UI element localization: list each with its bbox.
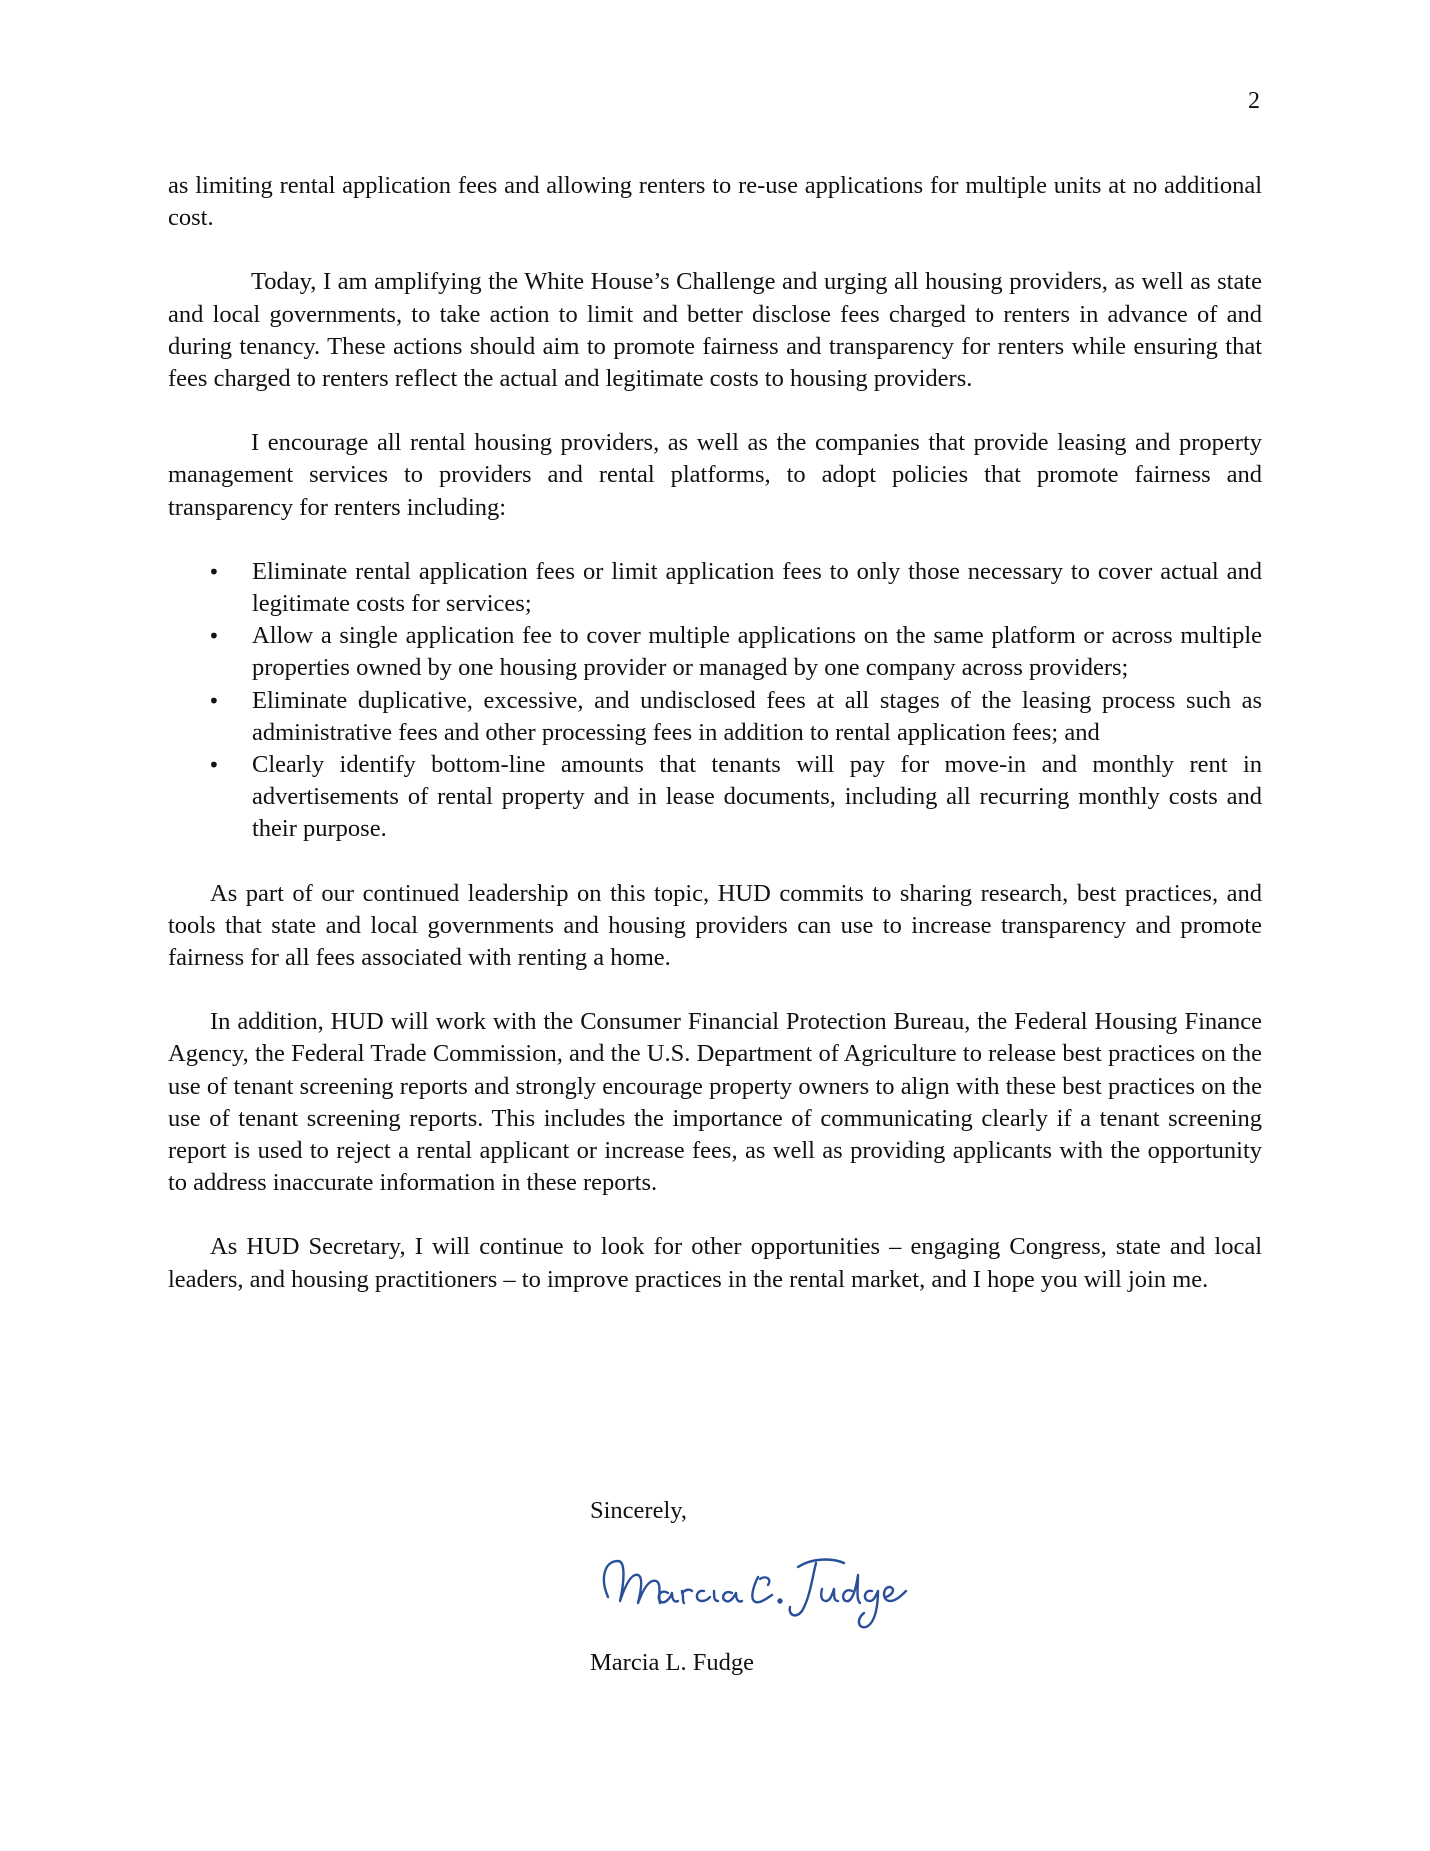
bullet-icon: • <box>208 753 220 778</box>
letter-body <box>168 170 1262 1328</box>
policy-bullet-list <box>168 556 1262 846</box>
paragraph-closing-remarks: As HUD Secretary, I will continue to look for other opportunities – engaging Congress, state and local leaders, and housing practitioners – to improve practices in the rental market, and I hope you will join me. <box>168 1233 1262 1293</box>
signer-name: Marcia L. Fudge <box>590 1649 754 1676</box>
page-number: 2 <box>1248 88 1260 114</box>
bullet-icon: • <box>208 688 220 713</box>
list-item-text: Eliminate duplicative, excessive, and undisclosed fees at all stages of the leasing process such as administrative fees and other processing fees in addition to rental application fees; and <box>252 686 1262 746</box>
list-item-text: Eliminate rental application fees or limit application fees to only those necessary to cover actual and legitimate costs for services; <box>252 557 1262 618</box>
paragraph-encourage-providers: I encourage all rental housing providers, as well as the companies that provide leasing and property management services to providers and rental platforms, to adopt policies that promote fairness and transparency for renters including: <box>168 429 1262 521</box>
list-item <box>168 620 1262 684</box>
handwritten-signature <box>590 1539 930 1639</box>
paragraph-continuation: as limiting rental application fees and allowing renters to re-use applications for multiple units at no additional cost. <box>168 172 1262 232</box>
signature-block <box>590 1495 1090 1679</box>
paragraph-hud-commitment: As part of our continued leadership on this topic, HUD commits to sharing research, best practices, and tools that state and local governments and housing providers can use to increase transparency and promote fairness for all fees associated with renting a home. <box>168 879 1262 972</box>
paragraph-tenant-screening: In addition, HUD will work with the Consumer Financial Protection Bureau, the Federal Housing Finance Agency, the Federal Trade Commission, and the U.S. Department of Agriculture to release best practices on the use of tenant screening reports and strongly encourage property owners to align with these best practices on the use of tenant screening reports. This includes the importance of communicating clearly if a tenant screening report is used to reject a rental applicant or increase fees, as well as providing applicants with the opportunity to address inaccurate information in these reports. <box>168 1008 1262 1197</box>
list-item <box>168 556 1262 620</box>
bullet-icon: • <box>208 559 220 584</box>
paragraph-white-house-challenge: Today, I am amplifying the White House’s Challenge and urging all housing providers, as well as state and local governments, to take action to limit and better disclose fees charged to renters in advance of and during tenancy. These actions should aim to promote fairness and transparency for renters while ensuring that fees charged to renters reflect the actual and legitimate costs to housing providers. <box>168 268 1262 393</box>
list-item-text: Clearly identify bottom-line amounts that tenants will pay for move-in and monthly rent in advertisements of rental property and in lease documents, including all recurring monthly costs and their purpose. <box>252 751 1262 843</box>
list-item-text: Allow a single application fee to cover multiple applications on the same platform or across multiple properties owned by one housing provider or managed by one company across providers; <box>252 622 1262 682</box>
closing-salutation: Sincerely, <box>590 1497 688 1524</box>
list-item <box>168 749 1262 846</box>
bullet-icon: • <box>208 624 220 649</box>
list-item <box>168 685 1262 749</box>
